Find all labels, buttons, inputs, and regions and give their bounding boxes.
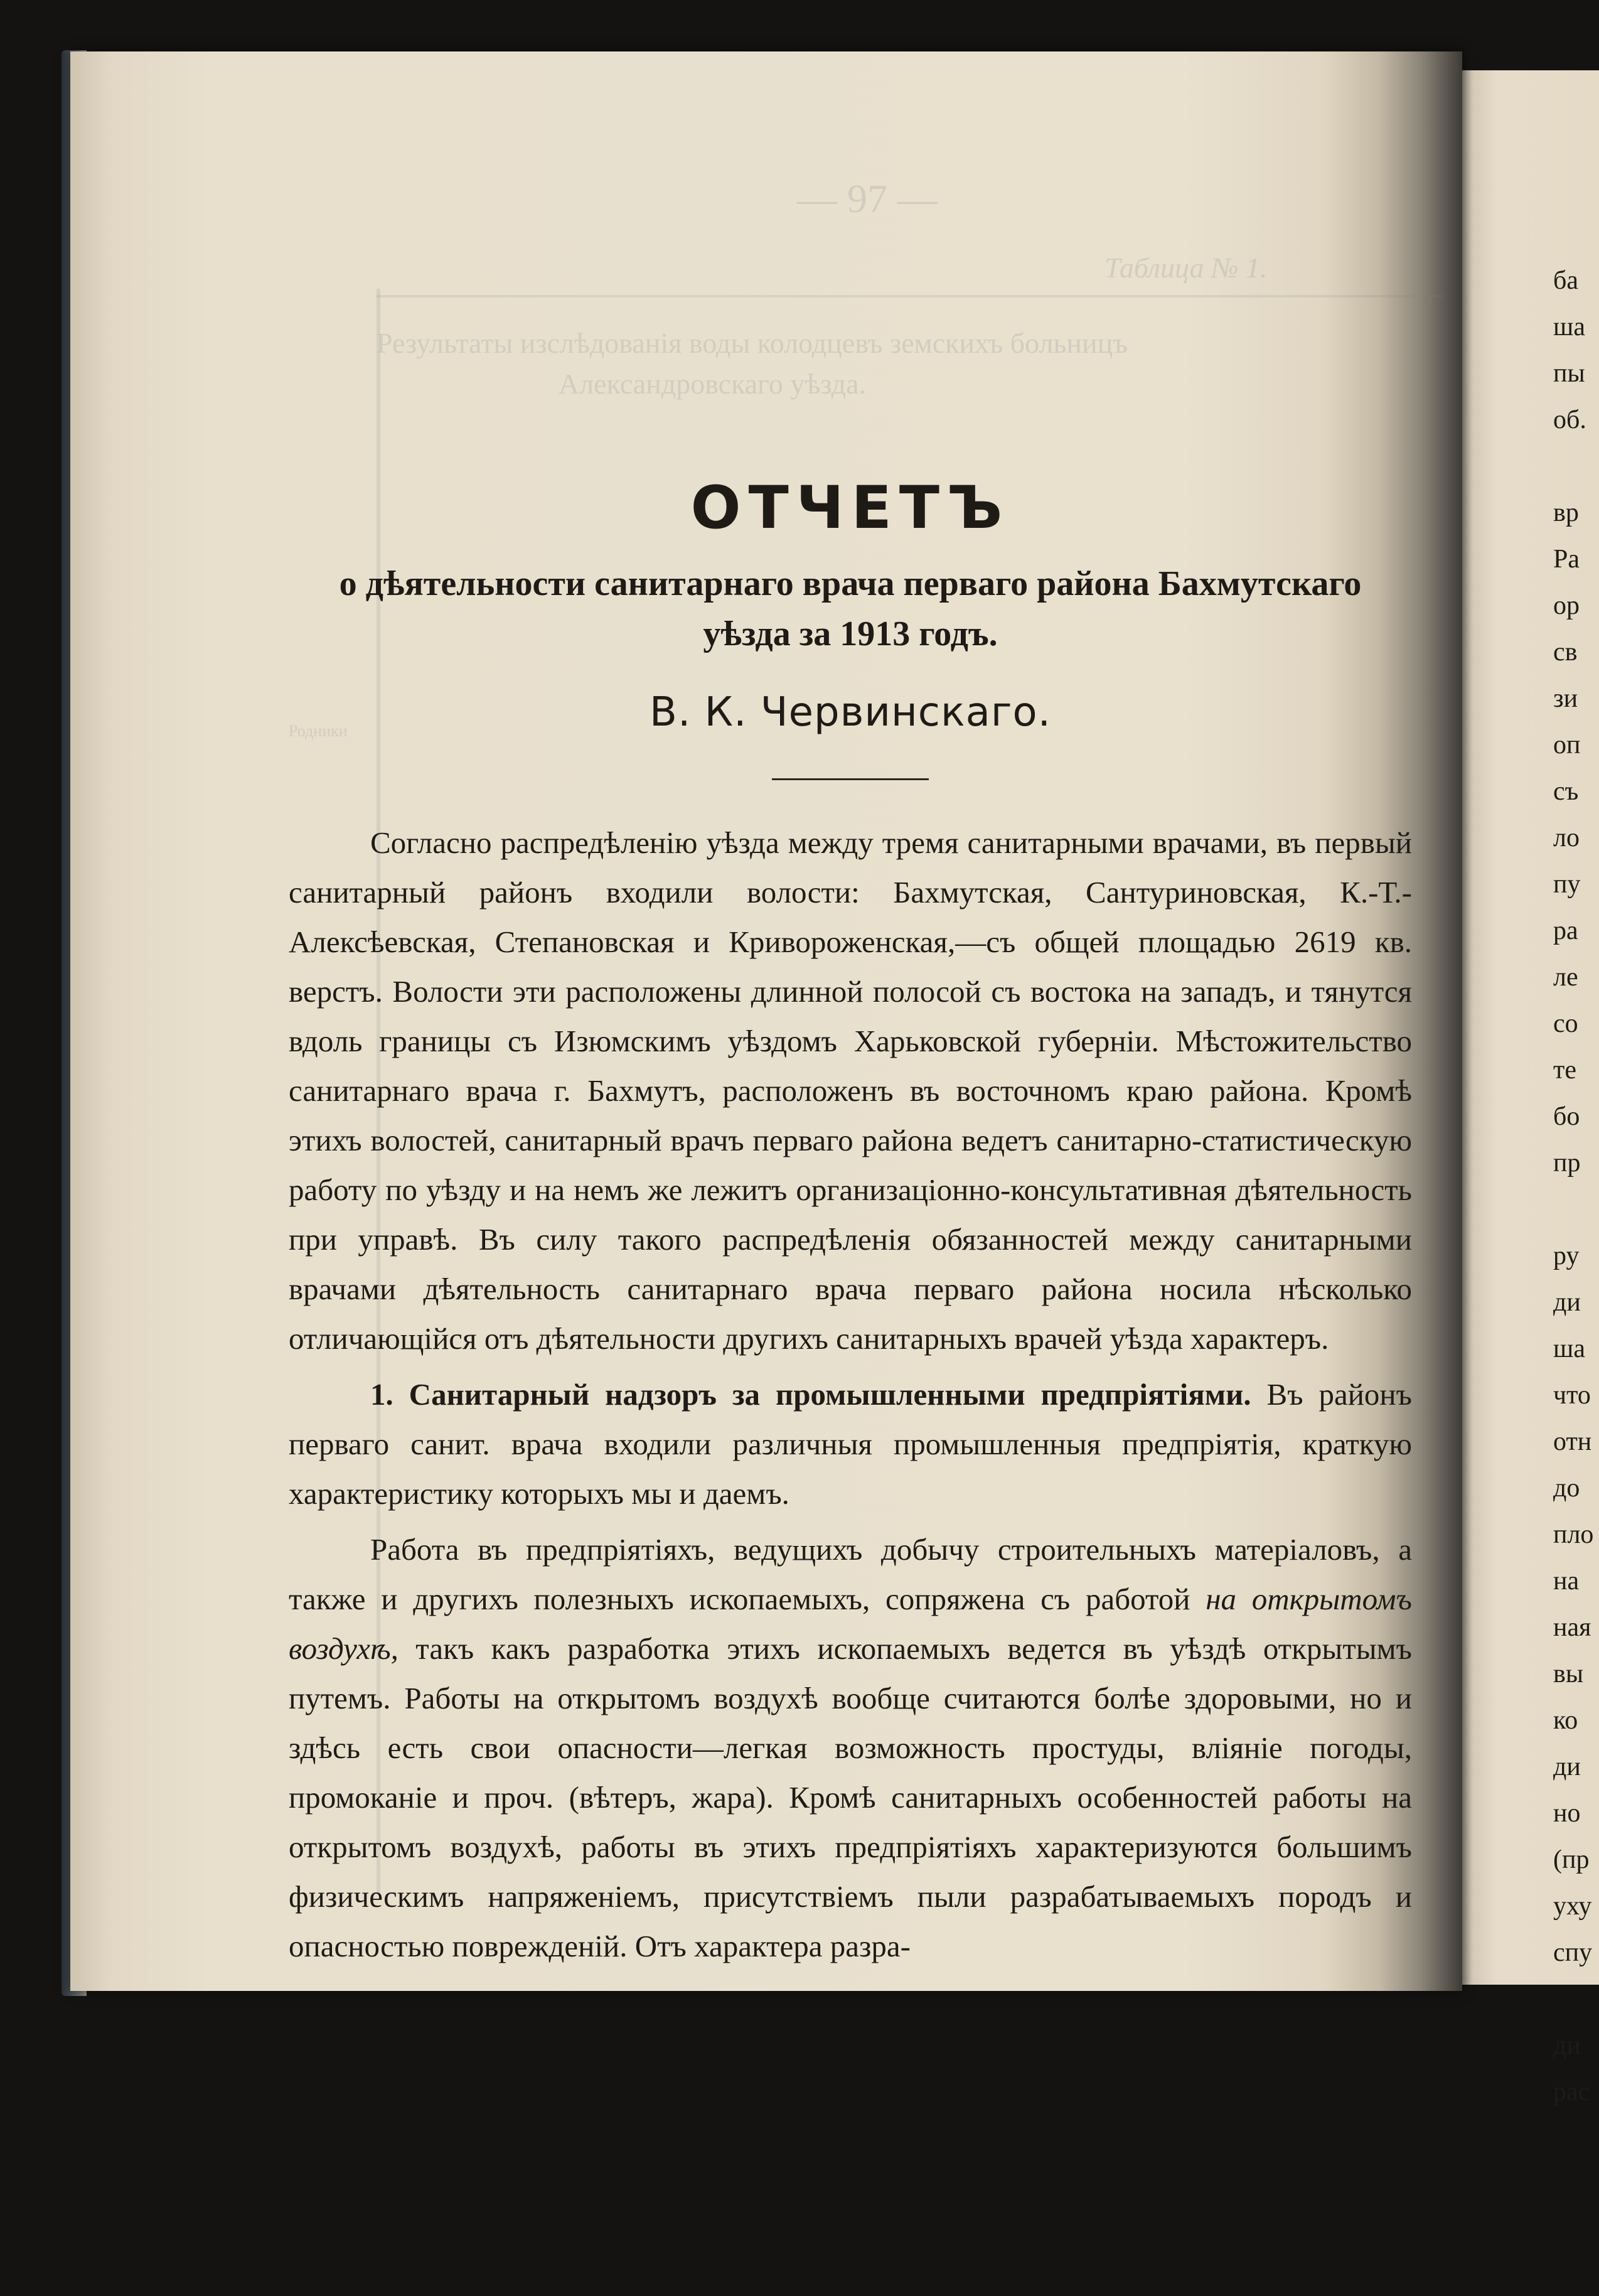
facing-page-line: со [1553, 1009, 1578, 1038]
facing-page-line: но [1553, 1799, 1581, 1828]
facing-page-line: рас [1553, 2078, 1590, 2106]
facing-page-line: ло [1553, 823, 1580, 852]
facing-page-line: об. [1553, 405, 1586, 434]
facing-page-line: те [1553, 1056, 1576, 1085]
facing-page-line: что [1553, 1381, 1591, 1410]
facing-page-line [1553, 1976, 1591, 2022]
facing-page-line: пу [1553, 870, 1581, 899]
facing-page-line: уху [1553, 1892, 1592, 1921]
bleed-through-page-number: — 97 — [797, 176, 938, 221]
facing-page-line: ру [1553, 1242, 1580, 1270]
facing-page-line: Ра [1553, 545, 1580, 574]
facing-page-line: до [1553, 1474, 1580, 1503]
bleed-through-table-top-rule [377, 295, 1443, 298]
facing-page-line [1553, 443, 1591, 490]
bleed-through-table-label: Таблица № 1. [1104, 252, 1268, 284]
facing-page-line: бо [1553, 1102, 1580, 1131]
section-heading: 1. Санитарный надзоръ за промышленными предпріятіями. [370, 1377, 1251, 1412]
facing-page-line: ша [1553, 313, 1585, 341]
title-divider [772, 778, 929, 780]
paragraph-text-after: такъ какъ разработка этихъ ископаемыхъ ведется въ уѣздѣ открытымъ путемъ. Работы на открытомъ воздухѣ вообще считаются болѣе здоровыми, но и здѣсь есть свои опасности—легкая возможность простуды, вліяніе погоды, промоканіе и проч. (вѣтеръ, жара). Кромѣ санитарныхъ особенностей работы на открытомъ воздухѣ, работы въ этихъ предпріятіяхъ характеризуются большимъ физическимъ напряженіемъ, присутствіемъ пыли разрабатываемыхъ породъ и опасностью поврежденій. Отъ характера разра- [289, 1631, 1412, 1963]
facing-page-line: на [1553, 1567, 1580, 1596]
facing-page-line: ди [1553, 1752, 1581, 1781]
bleed-through-column-word: Родники [289, 722, 348, 740]
facing-page-line: съ [1553, 777, 1579, 806]
facing-page-line: ди [1553, 1288, 1581, 1317]
paragraph-intro-text: Согласно распредѣленію уѣзда между тремя санитарными врачами, въ первый санитарный районъ входили волости: Бахмутская, Сантуриновская, К.-Т.-Алексѣевская, Степановская и Кривороженская,—съ общей площадью 2619 кв. верстъ. Волости эти расположены длинной полосой съ востока на западъ, и тянутся вдоль границы съ Изюмскимъ уѣздомъ Харьковской губерніи. Мѣстожительство санитарнаго врача г. Бахмутъ, расположенъ въ восточномъ краю района. Кромѣ этихъ волостей, санитарный врачъ перваго района ведетъ санитарно-статистическую работу по уѣзду и на немъ же лежитъ организаціонно-консультативная дѣятельность при управѣ. Въ силу такого распредѣленія обязанностей между санитарными врачами дѣятельность санитарнаго врача перваго района носила нѣсколько отличающійся отъ дѣятельности другихъ санитарныхъ врачей уѣзда характеръ. [289, 825, 1412, 1356]
facing-page-text [1553, 257, 1594, 2115]
facing-page-line: ша [1553, 1334, 1585, 1363]
emphasized-phrase: на открытомъ воздухѣ, [289, 1582, 1412, 1666]
report-author: В. К. Червинскаго. [650, 689, 1051, 736]
facing-page-line: ная [1553, 1613, 1591, 1642]
report-body [289, 818, 1412, 1971]
report-title: ОТЧЕТЪ [690, 474, 1010, 542]
bleed-through-caption-line-2: Александровскаго уѣзда. [559, 368, 867, 400]
facing-page-line: св [1553, 638, 1578, 667]
facing-page-line: ра [1553, 916, 1578, 945]
facing-page-line: ор [1553, 591, 1580, 620]
paragraph-text-before: Работа въ предпріятіяхъ, ведущихъ добычу строительныхъ матеріаловъ, а также и другихъ полезныхъ ископаемыхъ, сопряжена съ работой [289, 1532, 1412, 1616]
bleed-through-caption-line-1: Результаты изслѣдованія воды колодцевъ земскихъ больницъ [377, 327, 1128, 359]
facing-page-line: зи [1553, 684, 1578, 713]
facing-page-line: пр [1553, 1149, 1581, 1178]
facing-page-line: вр [1553, 498, 1579, 527]
facing-page-line: оп [1553, 731, 1581, 759]
facing-page-line: ди [1553, 2031, 1581, 2060]
facing-page-line: отн [1553, 1427, 1592, 1456]
facing-page-line: вы [1553, 1660, 1584, 1688]
section-text: Въ районъ перваго санит. врача входили различныя промышленныя предпріятія, краткую характеристику которыхъ мы и даемъ. [289, 1377, 1412, 1511]
facing-page-line [1553, 1186, 1591, 1233]
report-subtitle: о дѣятельности санитарнаго врача перваго района Бахмутскаго уѣзда за 1913 годъ. [339, 564, 1362, 653]
report-content [289, 474, 1412, 1971]
facing-page-line: ле [1553, 963, 1578, 992]
facing-page-line: ба [1553, 266, 1579, 295]
paragraph-intro [289, 818, 1412, 1363]
facing-page-line: спу [1553, 1938, 1593, 1967]
paragraph-section-1 [289, 1370, 1412, 1518]
facing-page-line: ко [1553, 1706, 1578, 1735]
facing-page-line: (пр [1553, 1845, 1590, 1874]
paragraph-open-air-work [289, 1525, 1412, 1971]
facing-page-line: пло [1553, 1520, 1594, 1549]
facing-page-line: пы [1553, 359, 1585, 388]
